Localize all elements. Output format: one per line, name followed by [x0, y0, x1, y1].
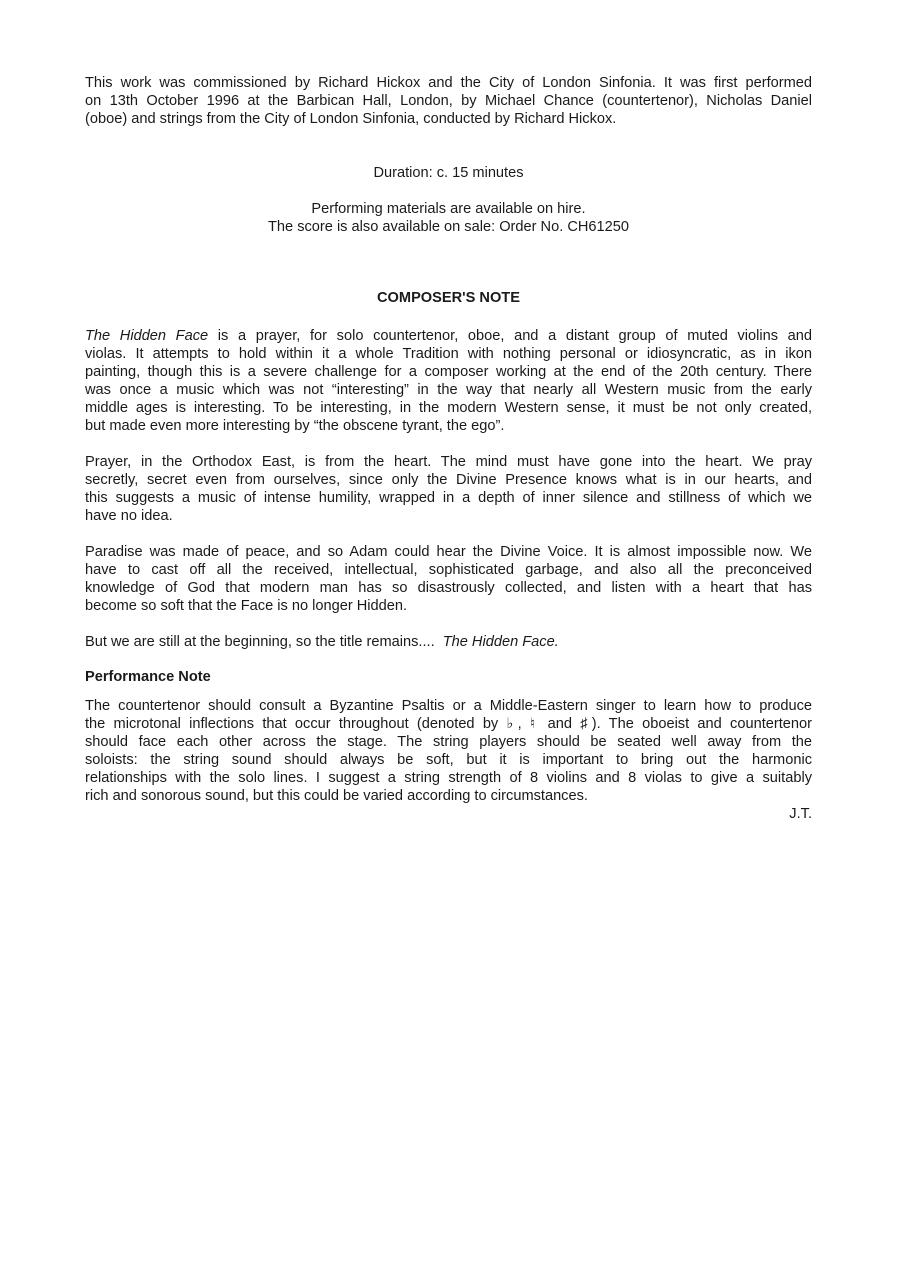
materials-line: Performing materials are available on hire.	[311, 201, 586, 217]
text-line: knowledge of God that modern man has so disastrously collected, and listen with a heart that has	[85, 580, 812, 596]
text-line: violas. It attempts to hold within it a whole Tradition with nothing personal or idiosyncratic, as in ikon	[85, 346, 812, 362]
signature: J.T.	[789, 806, 812, 822]
text-line: secretly, secret even from ourselves, since only the Divine Presence knows what is in our hearts, and	[85, 472, 812, 488]
text-line: soloists: the string sound should always be soft, but it is important to bring out the harmonic	[85, 752, 812, 768]
text-line: This work was commissioned by Richard Hickox and the City of London Sinfonia. It was first performed	[85, 75, 812, 91]
text-line: middle ages is interesting. To be interesting, in the modern Western sense, it must be not only created,	[85, 400, 812, 416]
text-line: have to cast off all the received, intellectual, sophisticated garbage, and also all the preconceived	[85, 562, 812, 578]
performance-paragraph	[85, 697, 812, 805]
text-line: relationships with the solo lines. I suggest a string strength of 8 violins and 8 violas to give a suitably	[85, 770, 812, 786]
text-line	[85, 327, 812, 345]
text-line: should face each other across the stage. The string players should be seated well away from the	[85, 734, 812, 750]
text-line: have no idea.	[85, 508, 173, 524]
note-paragraph-2	[85, 453, 812, 525]
document-page	[85, 74, 812, 823]
text-line: this suggests a music of intense humility, wrapped in a depth of inner silence and stillness of which we	[85, 490, 812, 506]
text-line: become so soft that the Face is no longer Hidden.	[85, 598, 408, 614]
note-paragraph-4	[85, 633, 812, 651]
text-line: The countertenor should consult a Byzantine Psaltis or a Middle-Eastern singer to learn how to produce	[85, 698, 812, 714]
work-title: The Hidden Face.	[442, 634, 559, 650]
text-fragment: But we are still at the beginning, so the title remains....	[85, 634, 443, 650]
text-line: but made even more interesting by “the obscene tyrant, the ego”.	[85, 418, 505, 434]
text-line: on 13th October 1996 at the Barbican Hall, London, by Michael Chance (countertenor), Nicholas Daniel	[85, 93, 812, 109]
text-line: (oboe) and strings from the City of London Sinfonia, conducted by Richard Hickox.	[85, 111, 617, 127]
text-line: was once a music which was not “interesting” in the way that nearly all Western music from the early	[85, 382, 812, 398]
text-line: painting, though this is a severe challenge for a composer working at the end of the 20th century. There	[85, 364, 812, 380]
composers-note-heading: COMPOSER'S NOTE	[377, 290, 520, 306]
materials-line: The score is also available on sale: Order No. CH61250	[268, 219, 629, 235]
text-line: rich and sonorous sound, but this could be varied according to circumstances.	[85, 788, 588, 804]
duration: Duration: c. 15 minutes	[373, 165, 524, 181]
performance-note-heading: Performance Note	[85, 669, 211, 685]
text-line: Paradise was made of peace, and so Adam could hear the Divine Voice. It is almost impossible now. We	[85, 544, 812, 560]
text-line: the microtonal inflections that occur throughout (denoted by ♭, ♮ and ♯). The oboeist and countertenor	[85, 716, 812, 732]
note-paragraph-3	[85, 543, 812, 615]
text-line: Prayer, in the Orthodox East, is from the heart. The mind must have gone into the heart. We pray	[85, 454, 812, 470]
note-paragraph-1	[85, 327, 812, 435]
commission-paragraph	[85, 74, 812, 128]
text-fragment: is a prayer, for solo countertenor, oboe, and a distant group of muted violins and	[208, 328, 813, 344]
work-title: The Hidden Face	[85, 328, 209, 344]
